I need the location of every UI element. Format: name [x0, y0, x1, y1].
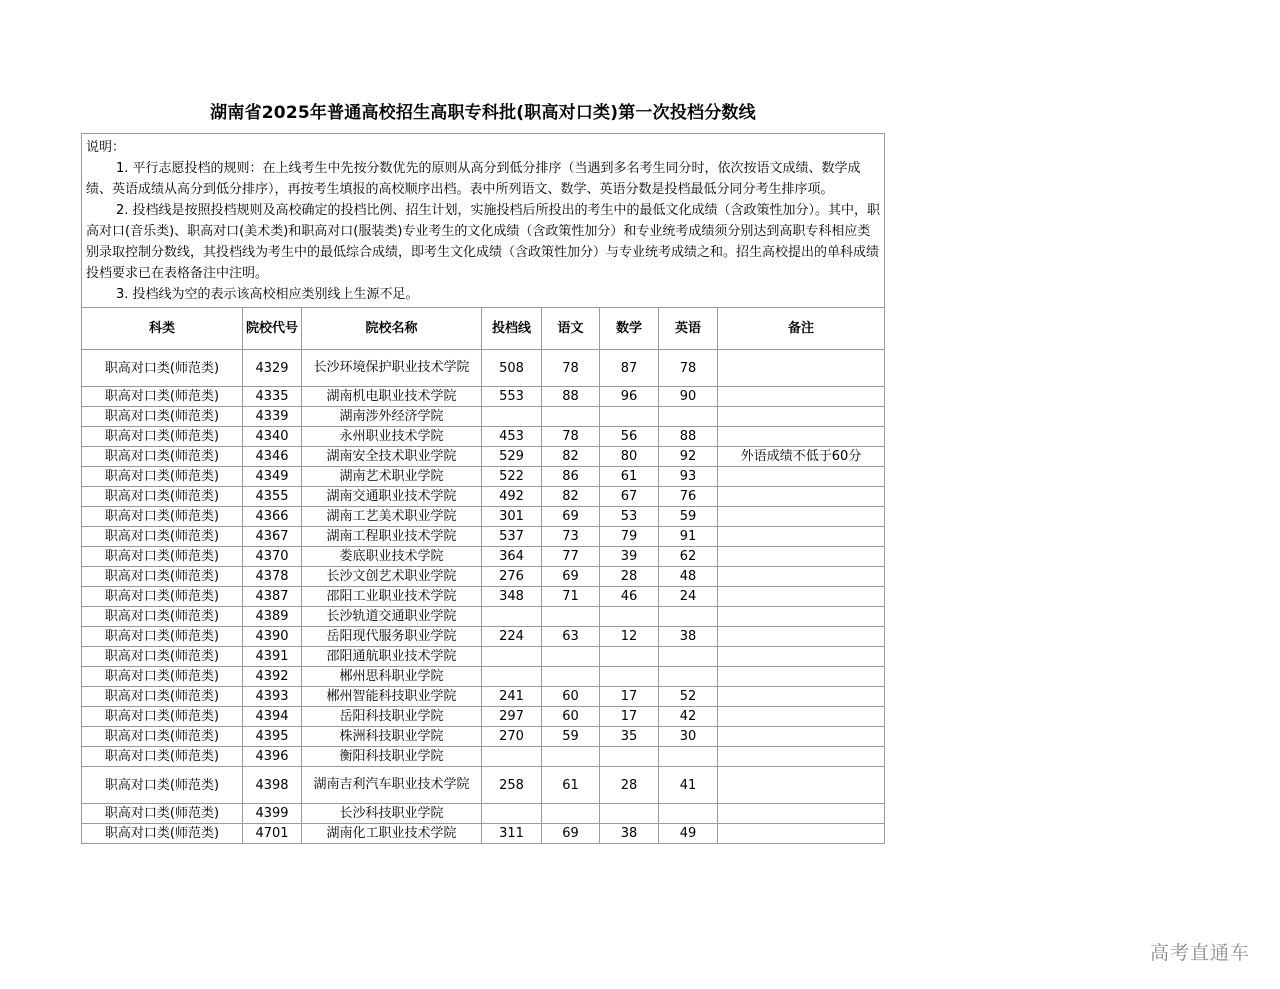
header-name: 院校名称 [302, 308, 482, 350]
cell-english: 88 [659, 427, 718, 447]
cell-name: 湖南机电职业技术学院 [302, 387, 482, 407]
cell-math [600, 747, 659, 767]
cell-score: 508 [482, 350, 542, 387]
cell-english [659, 407, 718, 427]
cell-english: 38 [659, 627, 718, 647]
cell-remark: 外语成绩不低于60分 [718, 447, 885, 467]
cell-code: 4349 [243, 467, 302, 487]
table-row [82, 467, 885, 487]
cell-category: 职高对口类(师范类) [82, 407, 243, 427]
cell-remark [718, 647, 885, 667]
table-row [82, 767, 885, 804]
cell-english: 42 [659, 707, 718, 727]
cell-math: 35 [600, 727, 659, 747]
table-row [82, 647, 885, 667]
cell-score [482, 647, 542, 667]
cell-score: 453 [482, 427, 542, 447]
cell-math: 53 [600, 507, 659, 527]
table-row [82, 507, 885, 527]
notes-paragraph: 1. 平行志愿投档的规则：在上线考生中先按分数优先的原则从高分到低分排序（当遇到多名考生同分时，依次按语文成绩、数学成绩、英语成绩从高分到低分排序），再按考生填报的高校顺序出档。表中所列语文、数学、英语分数是投档最低分同分考生排序项。 [86, 161, 861, 197]
cell-remark [718, 824, 885, 844]
cell-english: 30 [659, 727, 718, 747]
cell-category: 职高对口类(师范类) [82, 647, 243, 667]
cell-remark [718, 527, 885, 547]
cell-chinese [542, 747, 600, 767]
notes-heading: 说明： [86, 140, 126, 155]
cell-english [659, 647, 718, 667]
header-chinese: 语文 [542, 308, 600, 350]
cell-math: 61 [600, 467, 659, 487]
table-row [82, 567, 885, 587]
cell-score: 258 [482, 767, 542, 804]
notes-cell [82, 134, 885, 308]
cell-code: 4329 [243, 350, 302, 387]
cell-chinese: 73 [542, 527, 600, 547]
table-row [82, 387, 885, 407]
cell-name: 湖南交通职业技术学院 [302, 487, 482, 507]
cell-math: 17 [600, 707, 659, 727]
cell-math: 17 [600, 687, 659, 707]
table-row [82, 667, 885, 687]
cell-english [659, 667, 718, 687]
table-row [82, 447, 885, 467]
cell-category: 职高对口类(师范类) [82, 467, 243, 487]
cell-remark [718, 747, 885, 767]
cell-remark [718, 467, 885, 487]
cell-remark [718, 547, 885, 567]
cell-name: 娄底职业技术学院 [302, 547, 482, 567]
cell-name: 长沙文创艺术职业学院 [302, 567, 482, 587]
cell-remark [718, 487, 885, 507]
cell-code: 4346 [243, 447, 302, 467]
cell-chinese [542, 607, 600, 627]
cell-name: 湖南安全技术职业学院 [302, 447, 482, 467]
cell-english: 93 [659, 467, 718, 487]
cell-chinese: 69 [542, 507, 600, 527]
cell-chinese: 60 [542, 687, 600, 707]
cell-math: 56 [600, 427, 659, 447]
cell-name: 湖南艺术职业学院 [302, 467, 482, 487]
cell-chinese: 82 [542, 487, 600, 507]
header-category: 科类 [82, 308, 243, 350]
cell-remark [718, 707, 885, 727]
cell-remark [718, 350, 885, 387]
cell-score: 492 [482, 487, 542, 507]
cell-math: 38 [600, 824, 659, 844]
cell-chinese: 69 [542, 567, 600, 587]
cell-category: 职高对口类(师范类) [82, 707, 243, 727]
cell-chinese: 77 [542, 547, 600, 567]
cell-code: 4378 [243, 567, 302, 587]
cell-code: 4391 [243, 647, 302, 667]
cell-code: 4366 [243, 507, 302, 527]
cell-chinese [542, 804, 600, 824]
cell-name: 株洲科技职业学院 [302, 727, 482, 747]
cell-math: 79 [600, 527, 659, 547]
table-row [82, 804, 885, 824]
cell-category: 职高对口类(师范类) [82, 667, 243, 687]
table-row [82, 627, 885, 647]
cell-code: 4339 [243, 407, 302, 427]
cell-remark [718, 727, 885, 747]
notes-row [82, 134, 885, 308]
cell-chinese: 71 [542, 587, 600, 607]
cell-remark [718, 767, 885, 804]
cell-name: 湖南工艺美术职业学院 [302, 507, 482, 527]
cell-score [482, 747, 542, 767]
cell-category: 职高对口类(师范类) [82, 687, 243, 707]
cell-remark [718, 507, 885, 527]
cell-score: 297 [482, 707, 542, 727]
cell-code: 4393 [243, 687, 302, 707]
cell-english [659, 607, 718, 627]
cell-code: 4335 [243, 387, 302, 407]
table-header-row [82, 308, 885, 350]
cell-english: 76 [659, 487, 718, 507]
header-english: 英语 [659, 308, 718, 350]
table-row [82, 407, 885, 427]
cell-name: 湖南吉利汽车职业技术学院 [302, 767, 482, 804]
cell-name: 邵阳通航职业技术学院 [302, 647, 482, 667]
cell-category: 职高对口类(师范类) [82, 427, 243, 447]
table-row [82, 727, 885, 747]
cell-math [600, 804, 659, 824]
cell-english: 49 [659, 824, 718, 844]
cell-math: 96 [600, 387, 659, 407]
table-row [82, 687, 885, 707]
cell-name: 长沙科技职业学院 [302, 804, 482, 824]
cell-score [482, 667, 542, 687]
cell-chinese: 78 [542, 350, 600, 387]
cell-english: 91 [659, 527, 718, 547]
cell-math [600, 667, 659, 687]
cell-math [600, 407, 659, 427]
cell-english: 48 [659, 567, 718, 587]
table-row [82, 707, 885, 727]
cell-remark [718, 607, 885, 627]
cell-english: 78 [659, 350, 718, 387]
cell-code: 4399 [243, 804, 302, 824]
cell-category: 职高对口类(师范类) [82, 547, 243, 567]
cell-score: 522 [482, 467, 542, 487]
cell-category: 职高对口类(师范类) [82, 804, 243, 824]
cell-category: 职高对口类(师范类) [82, 487, 243, 507]
cell-category: 职高对口类(师范类) [82, 747, 243, 767]
cell-code: 4392 [243, 667, 302, 687]
cell-chinese [542, 647, 600, 667]
cell-score: 241 [482, 687, 542, 707]
cell-name: 长沙轨道交通职业学院 [302, 607, 482, 627]
cell-name: 郴州思科职业学院 [302, 667, 482, 687]
cell-remark [718, 387, 885, 407]
cell-remark [718, 804, 885, 824]
cell-code: 4355 [243, 487, 302, 507]
cell-name: 永州职业技术学院 [302, 427, 482, 447]
cell-code: 4389 [243, 607, 302, 627]
cell-math: 28 [600, 567, 659, 587]
cell-score: 270 [482, 727, 542, 747]
cell-math [600, 607, 659, 627]
cell-math: 12 [600, 627, 659, 647]
cell-score: 224 [482, 627, 542, 647]
cell-chinese: 61 [542, 767, 600, 804]
cell-math: 39 [600, 547, 659, 567]
cell-category: 职高对口类(师范类) [82, 527, 243, 547]
notes-paragraph: 2. 投档线是按照投档规则及高校确定的投档比例、招生计划，实施投档后所投出的考生中的最低文化成绩（含政策性加分）。其中，职高对口(音乐类)、职高对口(美术类)和职高对口(服装类)专业考生的文化成绩（含政策性加分）和专业统考成绩须分别达到高职专科相应类别录取控制分数线，其投档线为考生中的最低综合成绩，即考生文化成绩（含政策性加分）与专业统考成绩之和。招生高校提出的单科成绩投档要求已在表格备注中注明。 [86, 203, 881, 281]
cell-remark [718, 667, 885, 687]
cell-code: 4396 [243, 747, 302, 767]
cell-english: 52 [659, 687, 718, 707]
cell-category: 职高对口类(师范类) [82, 350, 243, 387]
cell-code: 4390 [243, 627, 302, 647]
cell-remark [718, 587, 885, 607]
cell-chinese: 59 [542, 727, 600, 747]
cell-english: 92 [659, 447, 718, 467]
header-remark: 备注 [718, 308, 885, 350]
cell-score: 537 [482, 527, 542, 547]
cell-chinese: 60 [542, 707, 600, 727]
cell-code: 4395 [243, 727, 302, 747]
cell-name: 郴州智能科技职业学院 [302, 687, 482, 707]
cell-name: 邵阳工业职业技术学院 [302, 587, 482, 607]
table-row [82, 527, 885, 547]
cell-score: 348 [482, 587, 542, 607]
cell-category: 职高对口类(师范类) [82, 587, 243, 607]
cell-name: 湖南工程职业技术学院 [302, 527, 482, 547]
cell-category: 职高对口类(师范类) [82, 767, 243, 804]
cell-english [659, 747, 718, 767]
cell-remark [718, 407, 885, 427]
cell-english: 24 [659, 587, 718, 607]
cell-math: 28 [600, 767, 659, 804]
cell-score: 553 [482, 387, 542, 407]
cell-name: 衡阳科技职业学院 [302, 747, 482, 767]
cell-chinese: 69 [542, 824, 600, 844]
cell-remark [718, 427, 885, 447]
table-row [82, 747, 885, 767]
page-title: 湖南省2025年普通高校招生高职专科批(职高对口类)第一次投档分数线 [210, 103, 756, 123]
cell-code: 4370 [243, 547, 302, 567]
cell-chinese: 78 [542, 427, 600, 447]
table-row [82, 350, 885, 387]
cell-category: 职高对口类(师范类) [82, 447, 243, 467]
cell-code: 4701 [243, 824, 302, 844]
cell-name: 湖南涉外经济学院 [302, 407, 482, 427]
cell-score: 364 [482, 547, 542, 567]
cell-name: 岳阳科技职业学院 [302, 707, 482, 727]
cell-score [482, 804, 542, 824]
cell-score: 311 [482, 824, 542, 844]
cell-english: 59 [659, 507, 718, 527]
cell-math: 67 [600, 487, 659, 507]
cell-math [600, 647, 659, 667]
table-row [82, 427, 885, 447]
cell-english: 41 [659, 767, 718, 804]
cell-chinese: 86 [542, 467, 600, 487]
header-code: 院校代号 [243, 308, 302, 350]
cell-math: 80 [600, 447, 659, 467]
cell-category: 职高对口类(师范类) [82, 567, 243, 587]
cell-score [482, 407, 542, 427]
cell-code: 4340 [243, 427, 302, 447]
notes-paragraph: 3. 投档线为空的表示该高校相应类别线上生源不足。 [116, 287, 419, 302]
cell-score [482, 607, 542, 627]
cell-remark [718, 627, 885, 647]
cell-category: 职高对口类(师范类) [82, 507, 243, 527]
cell-chinese: 88 [542, 387, 600, 407]
cell-score: 301 [482, 507, 542, 527]
cell-name: 岳阳现代服务职业学院 [302, 627, 482, 647]
cell-remark [718, 687, 885, 707]
cell-score: 529 [482, 447, 542, 467]
table-row [82, 487, 885, 507]
cell-english: 62 [659, 547, 718, 567]
table-row [82, 587, 885, 607]
table-row [82, 607, 885, 627]
cell-math: 46 [600, 587, 659, 607]
cell-chinese: 63 [542, 627, 600, 647]
cell-chinese: 82 [542, 447, 600, 467]
table-row [82, 824, 885, 844]
cell-code: 4367 [243, 527, 302, 547]
header-score: 投档线 [482, 308, 542, 350]
cell-category: 职高对口类(师范类) [82, 387, 243, 407]
cell-name: 湖南化工职业技术学院 [302, 824, 482, 844]
cell-chinese [542, 667, 600, 687]
cell-chinese [542, 407, 600, 427]
cell-code: 4387 [243, 587, 302, 607]
cell-math: 87 [600, 350, 659, 387]
table-row [82, 547, 885, 567]
cell-score: 276 [482, 567, 542, 587]
cell-category: 职高对口类(师范类) [82, 727, 243, 747]
cell-code: 4398 [243, 767, 302, 804]
cell-category: 职高对口类(师范类) [82, 607, 243, 627]
header-math: 数学 [600, 308, 659, 350]
cell-name: 长沙环境保护职业技术学院 [302, 350, 482, 387]
cell-category: 职高对口类(师范类) [82, 627, 243, 647]
cell-remark [718, 567, 885, 587]
cell-category: 职高对口类(师范类) [82, 824, 243, 844]
cell-english: 90 [659, 387, 718, 407]
score-table [81, 133, 885, 844]
cell-english [659, 804, 718, 824]
watermark: 高考直通车 [1149, 942, 1250, 964]
cell-code: 4394 [243, 707, 302, 727]
